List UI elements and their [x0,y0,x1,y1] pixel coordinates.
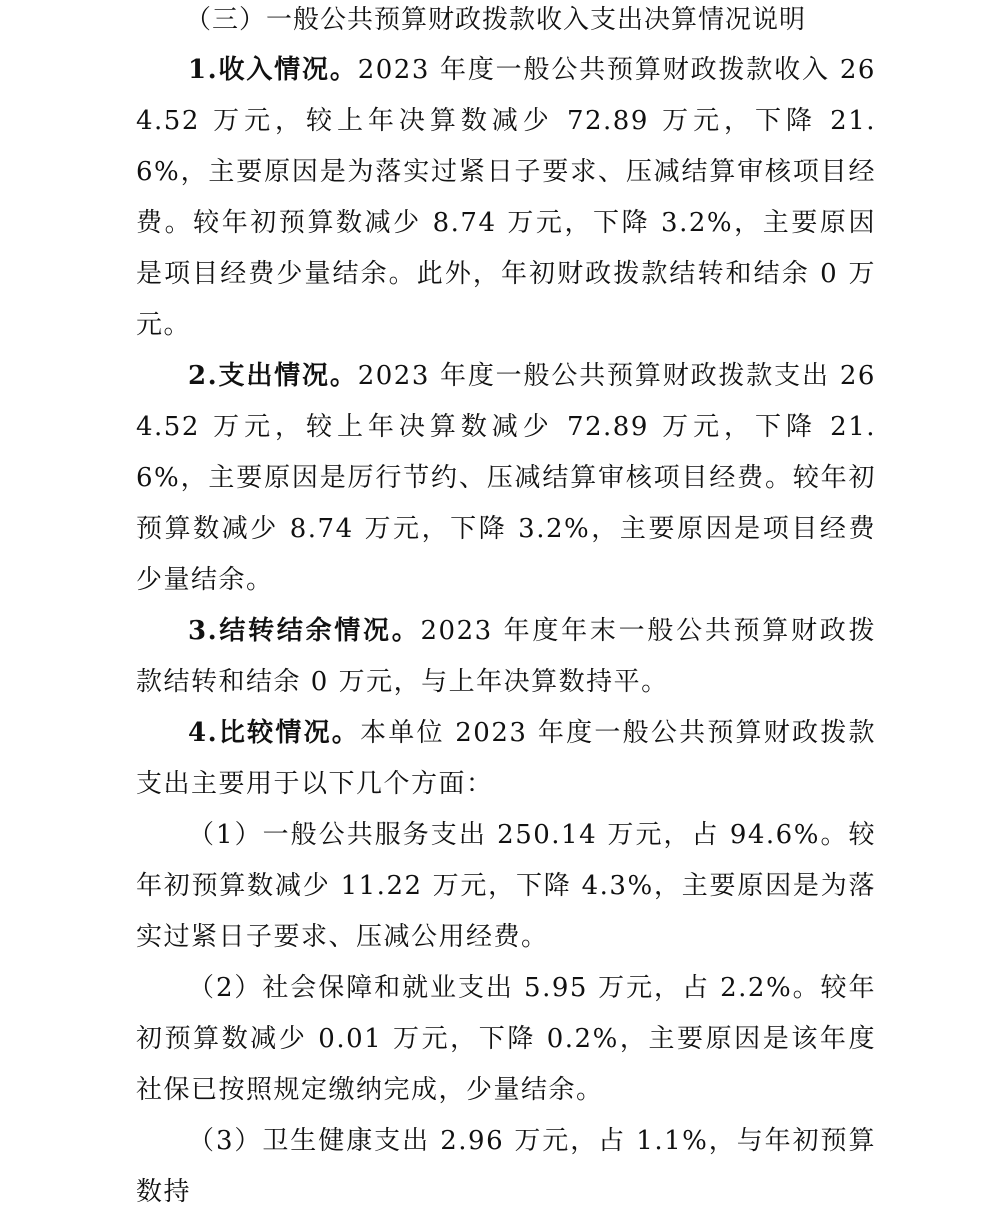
income-lead: 1.收入情况。 [188,55,358,85]
expenditure-body: 2023 年度一般公共预算财政拨款支出 264.52 万元，较上年决算数减少 72.89 万元，下降 21.6%，主要原因是厉行节约、压减结算审核项目经费。较年初预算数减少 8.74 万元，下降 3.2%，主要原因是项目经费少量结余。 [136,361,876,595]
income-paragraph [136,45,876,351]
carryover-body: 2023 年度年末一般公共预算财政拨款结转和结余 0 万元，与上年决算数持平。 [136,616,876,697]
carryover-lead: 3.结转结余情况。 [188,616,421,646]
comparison-paragraph [136,708,876,810]
carryover-paragraph [136,606,876,708]
item-health: （3）卫生健康支出 2.96 万元，占 1.1%，与年初预算数持 [136,1126,876,1207]
comparison-body: 本单位 2023 年度一般公共预算财政拨款支出主要用于以下几个方面： [136,718,876,799]
expenditure-lead: 2.支出情况。 [188,361,358,391]
comparison-lead: 4.比较情况。 [188,718,361,748]
section-heading: （三）一般公共预算财政拨款收入支出决算情况说明 [185,5,807,35]
income-body: 2023 年度一般公共预算财政拨款收入 264.52 万元，较上年决算数减少 72.89 万元，下降 21.6%，主要原因是为落实过紧日子要求、压减结算审核项目经费。较年初预算数减少 8.74 万元，下降 3.2%，主要原因是项目经费少量结余。此外，年初财政拨款结转和结余 0 万元。 [136,55,876,340]
item-general-public-services: （1）一般公共服务支出 250.14 万元，占 94.6%。较年初预算数减少 11.22 万元，下降 4.3%，主要原因是为落实过紧日子要求、压减公用经费。 [136,820,876,952]
document-body [136,0,876,1218]
expenditure-paragraph [136,351,876,606]
item-social-security: （2）社会保障和就业支出 5.95 万元，占 2.2%。较年初预算数减少 0.01 万元，下降 0.2%，主要原因是该年度社保已按照规定缴纳完成，少量结余。 [136,973,876,1105]
